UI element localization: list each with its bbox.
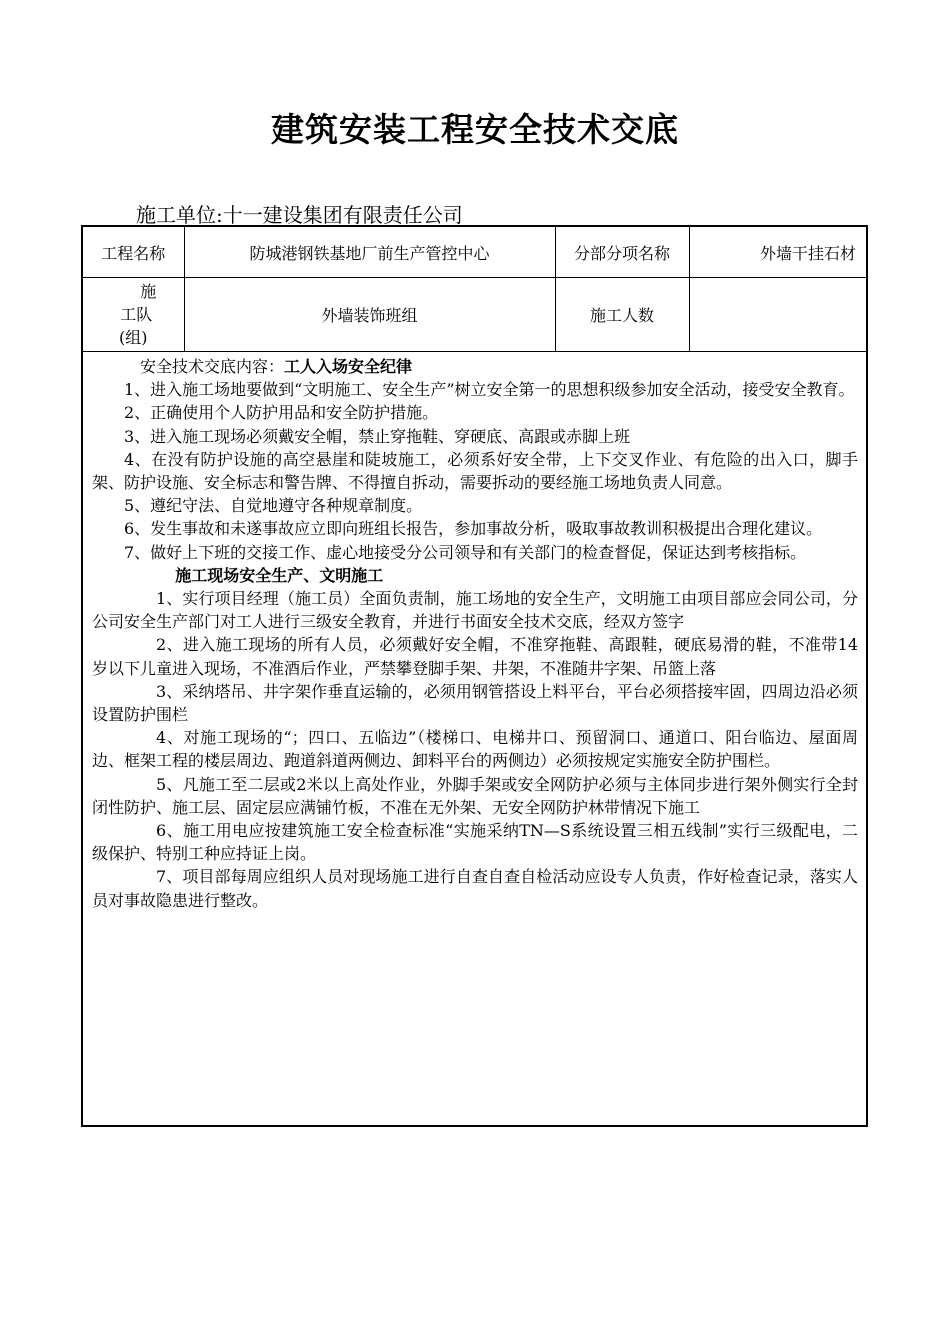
project-name-value: 防城港钢铁基地厂前生产管控中心 — [184, 226, 555, 278]
team-label-line: (组) — [119, 328, 148, 347]
table-row — [82, 352, 867, 1127]
worker-count-value — [689, 278, 867, 352]
rule-item: 6、施工用电应按建筑施工安全检查标准“实施采纳TN—S系统设置三相五线制”实行三级配电，二级保护、特别工种应持证上岗。 — [92, 821, 858, 864]
section-heading: 施工现场安全生产、文明施工 — [175, 565, 384, 585]
rule-item: 2、进入施工现场的所有人员，必须戴好安全帽，不准穿拖鞋、高跟鞋，硬底易滑的鞋，不准带14岁以下儿童进入现场，不准酒后作业，严禁攀登脚手架、井架，不准随井字架、吊篮上落 — [92, 635, 858, 678]
rule-item: 3、采纳塔吊、井字架作垂直运输的，必须用钢管搭设上料平台，平台必须搭接牢固，四周边沿必须设置防护围栏 — [92, 681, 858, 725]
briefing-content — [83, 352, 866, 912]
team-label — [82, 278, 184, 352]
rule-item: 7、做好上下班的交接工作、虚心地接受分公司领导和有关部门的检查督促，保证达到考核指标。 — [124, 542, 807, 562]
construction-unit-line: 施工单位:十一建设集团有限责任公司 — [136, 203, 463, 227]
intro-heading: 工人入场安全纪律 — [284, 357, 413, 376]
rule-item: 1、实行项目经理（施工员）全面负责制，施工场地的安全生产，文明施工由项目部应会同公司，分公司安全生产部门对工人进行三级安全教育，并进行书面安全技术交底，经双方签字 — [92, 589, 858, 632]
rule-item: 3、进入施工现场必须戴安全帽，禁止穿拖鞋、穿硬底、高跟或赤脚上班 — [124, 426, 631, 446]
rule-item: 5、遵纪守法、自觉地遵守各种规章制度。 — [124, 496, 423, 516]
table-row — [82, 278, 867, 352]
team-label-line: 施 — [140, 282, 157, 301]
project-name-label: 工程名称 — [82, 226, 184, 278]
rule-item: 5、凡施工至二层或2米以上高处作业，外脚手架或安全网防护必须与主体同步进行架外侧实行全封闭性防护、施工层、固定层应满铺竹板，不准在无外架、无安全网防护林带情况下施工 — [92, 774, 858, 817]
intro-prefix: 安全技术交底内容： — [140, 357, 285, 376]
rule-item: 7、项目部每周应组织人员对现场施工进行自查自查自检活动应设专人负责，作好检查记录，落实人员对事故隐患进行整改。 — [92, 867, 858, 910]
subitem-name-label: 分部分项名称 — [555, 226, 689, 278]
rule-item: 1、进入施工场地要做到“文明施工、安全生产”树立安全第一的思想积级参加安全活动，接受安全教育。 — [124, 380, 855, 400]
intro-line — [92, 355, 858, 378]
worker-count-label: 施工人数 — [555, 278, 689, 352]
rule-item: 2、正确使用个人防护用品和安全防护措施。 — [124, 403, 439, 423]
rule-item: 4、在没有防护设施的高空悬崖和陡坡施工，必须系好安全带，上下交叉作业、有危险的出入口，脚手架、防护设施、安全标志和警告牌、不得擅自拆动，需要拆动的要经施工场地负责人同意。 — [92, 449, 858, 493]
safety-briefing-table — [81, 225, 868, 1127]
document-title: 建筑安装工程安全技术交底 — [271, 110, 679, 149]
table-row — [82, 226, 867, 278]
rule-item: 4、对施工现场的“；四口、五临边”（楼梯口、电梯井口、预留洞口、通道口、阳台临边、屋面周边、框架工程的楼层周边、跑道斜道两侧边、卸料平台的两侧边）必须按规定实施安全防护围栏。 — [92, 728, 858, 771]
team-label-line: 工队 — [120, 305, 153, 324]
rule-item: 6、发生事故和未遂事故应立即向班组长报告，参加事故分析，吸取事故教训积极提出合理化建议。 — [124, 519, 823, 539]
briefing-content-cell — [82, 352, 867, 1127]
team-value: 外墙装饰班组 — [184, 278, 555, 352]
subitem-name-value: 外墙干挂石材 — [689, 226, 867, 278]
